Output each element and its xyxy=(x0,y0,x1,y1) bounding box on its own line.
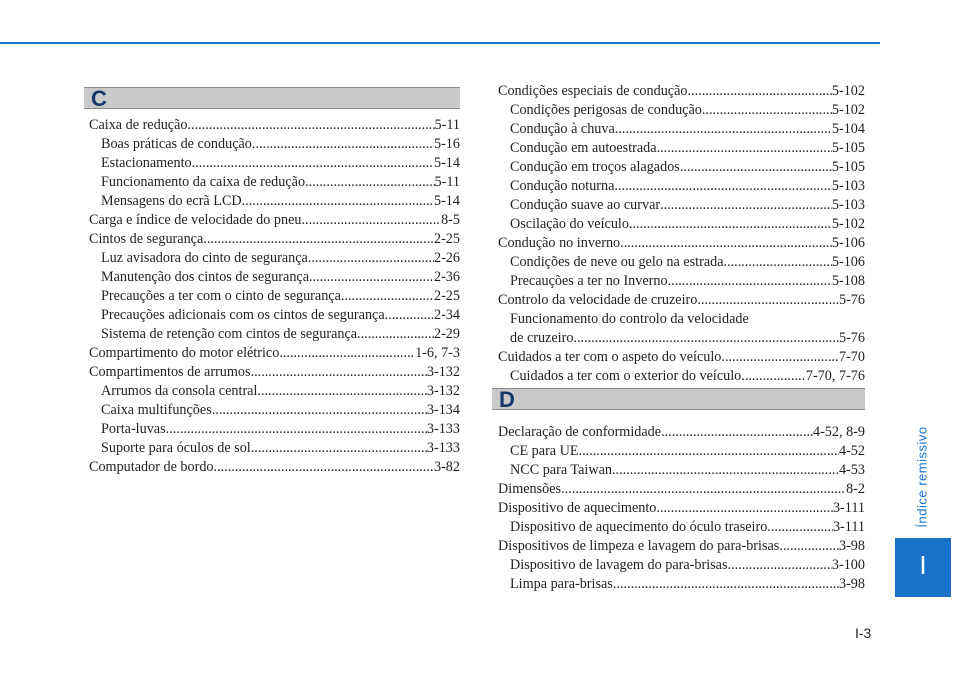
entry-label: Condições perigosas de condução xyxy=(510,102,702,118)
entry-leader-dots xyxy=(579,442,839,461)
entry-label: Condições especiais de condução xyxy=(498,83,688,99)
entry-page-ref: 2-36 xyxy=(433,269,460,285)
entry-leader-dots xyxy=(657,139,832,158)
entry-label: Caixa de redução xyxy=(89,117,188,133)
entry-leader-dots xyxy=(620,234,832,253)
entry-leader-dots xyxy=(660,196,832,215)
entry-label: Controlo da velocidade de cruzeiro xyxy=(498,292,698,308)
entry-label: Mensagens do ecrã LCD xyxy=(101,193,242,209)
entry-leader-dots xyxy=(615,120,832,139)
entry-label: Luz avisadora do cinto de segurança xyxy=(101,250,308,266)
index-entry xyxy=(498,234,865,253)
index-entry xyxy=(498,158,865,177)
entry-label: Condução noturna xyxy=(510,178,615,194)
index-entry xyxy=(498,575,865,594)
entry-page-ref: 5-76 xyxy=(838,292,865,308)
sidebar-tab-letter: I xyxy=(919,550,927,580)
entry-leader-dots xyxy=(702,101,832,120)
entry-page-ref: 1-6, 7-3 xyxy=(415,345,460,361)
entry-page-ref: 5-102 xyxy=(831,216,865,232)
entry-leader-dots xyxy=(257,382,426,401)
index-entry xyxy=(498,499,865,518)
index-entry xyxy=(89,382,460,401)
entry-leader-dots xyxy=(166,420,427,439)
entry-page-ref: 3-82 xyxy=(433,459,460,475)
entry-label: Dimensões xyxy=(498,481,562,497)
index-entry xyxy=(498,291,865,310)
entry-label: Condições de neve ou gelo na estrada xyxy=(510,254,724,270)
entry-page-ref: 5-11 xyxy=(434,174,460,190)
entry-page-ref: 3-111 xyxy=(832,500,865,516)
entry-label: de cruzeiro xyxy=(510,330,574,346)
index-entry xyxy=(89,230,460,249)
index-entry xyxy=(89,306,460,325)
entry-leader-dots xyxy=(251,363,427,382)
index-entry xyxy=(89,325,460,344)
index-entry xyxy=(89,344,460,363)
index-entry xyxy=(498,215,865,234)
section-letter-c: C xyxy=(91,86,107,111)
index-entry xyxy=(498,177,865,196)
entry-leader-dots xyxy=(385,306,434,325)
section-c-continued-entries xyxy=(498,82,865,386)
index-entry xyxy=(498,461,865,480)
entry-leader-dots xyxy=(661,423,813,442)
entry-label: Porta-luvas xyxy=(101,421,166,437)
entry-label: CE para UE xyxy=(510,443,579,459)
index-entry xyxy=(498,537,865,556)
entry-leader-dots xyxy=(341,287,434,306)
entry-label: Suporte para óculos de sol xyxy=(101,440,251,456)
entry-label: Sistema de retenção com cintos de segurança xyxy=(101,326,358,342)
entry-label: Condução à chuva xyxy=(510,121,615,137)
entry-label: Compartimentos de arrumos xyxy=(89,364,251,380)
entry-page-ref: 3-111 xyxy=(832,519,865,535)
index-entry xyxy=(89,116,460,135)
entry-page-ref: 3-98 xyxy=(838,538,865,554)
entry-leader-dots xyxy=(688,82,832,101)
entry-page-ref: 3-134 xyxy=(426,402,460,418)
entry-leader-dots xyxy=(613,575,839,594)
index-entry xyxy=(89,173,460,192)
entry-label: Condução suave ao curvar xyxy=(510,197,661,213)
entry-label: Cintos de segurança xyxy=(89,231,204,247)
entry-label: Oscilação do veículo xyxy=(510,216,629,232)
index-entry xyxy=(498,196,865,215)
entry-leader-dots xyxy=(612,461,839,480)
entry-page-ref: 5-103 xyxy=(831,178,865,194)
section-header-c xyxy=(84,87,460,109)
entry-leader-dots xyxy=(728,556,832,575)
entry-page-ref: 4-52, 8-9 xyxy=(812,424,865,440)
entry-page-ref: 5-105 xyxy=(831,140,865,156)
entry-leader-dots xyxy=(309,268,434,287)
entry-page-ref: 5-16 xyxy=(433,136,460,152)
entry-leader-dots xyxy=(187,116,434,135)
entry-page-ref: 5-14 xyxy=(433,155,460,171)
entry-leader-dots xyxy=(203,230,434,249)
entry-page-ref: 8-2 xyxy=(846,481,865,497)
index-entry xyxy=(89,458,460,477)
index-entry xyxy=(498,329,865,348)
index-entry xyxy=(498,480,865,499)
index-entry xyxy=(498,101,865,120)
entry-label: Arrumos da consola central xyxy=(101,383,258,399)
index-entry xyxy=(89,401,460,420)
entry-label: Funcionamento do controlo da velocidade xyxy=(510,311,749,327)
index-entry xyxy=(498,367,865,386)
entry-label: Boas práticas de condução xyxy=(101,136,252,152)
entry-label: Manutenção dos cintos de segurança xyxy=(101,269,310,285)
entry-leader-dots xyxy=(305,173,434,192)
section-d-entries xyxy=(498,423,865,594)
entry-page-ref: 5-104 xyxy=(831,121,865,137)
entry-label: Computador de bordo xyxy=(89,459,214,475)
index-entry xyxy=(498,120,865,139)
index-entry xyxy=(89,249,460,268)
entry-label: Limpa para-brisas xyxy=(510,576,613,592)
entry-page-ref: 5-11 xyxy=(434,117,460,133)
sidebar-tab xyxy=(895,538,951,597)
entry-page-ref: 5-106 xyxy=(831,235,865,251)
entry-label: NCC para Taiwan xyxy=(510,462,612,478)
entry-page-ref: 2-29 xyxy=(433,326,460,342)
entry-leader-dots xyxy=(680,158,832,177)
entry-label: Dispositivo de aquecimento do óculo traseiro xyxy=(510,519,768,535)
entry-leader-dots xyxy=(301,211,441,230)
entry-page-ref: 2-34 xyxy=(433,307,460,323)
page-number: I-3 xyxy=(855,625,872,641)
entry-page-ref: 4-53 xyxy=(838,462,865,478)
entry-leader-dots xyxy=(252,135,434,154)
entry-label: Precauções a ter com o cinto de segurança xyxy=(101,288,341,304)
entry-label: Condução em autoestrada xyxy=(510,140,657,156)
index-entry xyxy=(89,154,460,173)
sidebar-label: Índice remissivo xyxy=(914,426,930,528)
entry-page-ref: 5-105 xyxy=(831,159,865,175)
entry-page-ref: 7-70 xyxy=(838,349,865,365)
entry-page-ref: 2-25 xyxy=(433,288,460,304)
entry-label: Cuidados a ter com o exterior do veículo xyxy=(510,368,742,384)
index-entry xyxy=(89,439,460,458)
top-rule xyxy=(0,42,880,44)
entry-leader-dots xyxy=(668,272,832,291)
entry-leader-dots xyxy=(279,344,415,363)
entry-label: Declaração de conformidade xyxy=(498,424,662,440)
index-entry xyxy=(498,423,865,442)
entry-leader-dots xyxy=(561,480,846,499)
index-entry xyxy=(89,287,460,306)
entry-page-ref: 3-100 xyxy=(831,557,865,573)
entry-label: Cuidados a ter com o aspeto do veículo xyxy=(498,349,722,365)
section-letter-d: D xyxy=(499,387,515,412)
entry-leader-dots xyxy=(212,401,427,420)
entry-page-ref: 8-5 xyxy=(441,212,460,228)
index-entry xyxy=(498,272,865,291)
entry-label: Funcionamento da caixa de redução xyxy=(101,174,306,190)
index-entry xyxy=(498,442,865,461)
entry-label: Condução em troços alagados xyxy=(510,159,680,175)
entry-label: Caixa multifunções xyxy=(101,402,212,418)
entry-page-ref: 3-132 xyxy=(426,364,460,380)
index-entry xyxy=(89,363,460,382)
index-entry xyxy=(498,139,865,158)
index-entry xyxy=(498,348,865,367)
entry-leader-dots xyxy=(308,249,434,268)
index-entry xyxy=(89,211,460,230)
index-entry xyxy=(498,518,865,537)
entry-page-ref: 5-76 xyxy=(838,330,865,346)
entry-leader-dots xyxy=(697,291,839,310)
entry-leader-dots xyxy=(721,348,839,367)
section-c-entries xyxy=(89,116,460,477)
entry-page-ref: 5-108 xyxy=(831,273,865,289)
entry-leader-dots xyxy=(573,329,839,348)
entry-label: Compartimento do motor elétrico xyxy=(89,345,280,361)
entry-leader-dots xyxy=(357,325,434,344)
entry-label: Estacionamento xyxy=(101,155,192,171)
entry-label: Condução no inverno xyxy=(498,235,621,251)
entry-page-ref: 5-102 xyxy=(831,102,865,118)
entry-leader-dots xyxy=(242,192,434,211)
index-entry xyxy=(498,310,865,329)
entry-page-ref: 5-106 xyxy=(831,254,865,270)
entry-leader-dots xyxy=(656,499,833,518)
entry-leader-dots xyxy=(214,458,434,477)
index-entry xyxy=(89,192,460,211)
entry-page-ref: 3-133 xyxy=(426,440,460,456)
index-entry xyxy=(89,268,460,287)
entry-leader-dots xyxy=(724,253,832,272)
entry-page-ref: 3-98 xyxy=(838,576,865,592)
entry-leader-dots xyxy=(767,518,833,537)
entry-label: Dispositivo de lavagem do para-brisas xyxy=(510,557,728,573)
entry-leader-dots xyxy=(192,154,434,173)
entry-label: Precauções adicionais com os cintos de segurança xyxy=(101,307,385,323)
index-entry xyxy=(498,253,865,272)
index-entry xyxy=(89,420,460,439)
section-header-d xyxy=(492,388,865,410)
entry-leader-dots xyxy=(741,367,806,386)
entry-label: Dispositivo de aquecimento xyxy=(498,500,657,516)
entry-page-ref: 7-70, 7-76 xyxy=(805,368,865,384)
entry-page-ref: 5-103 xyxy=(831,197,865,213)
entry-leader-dots xyxy=(614,177,831,196)
entry-page-ref: 5-14 xyxy=(433,193,460,209)
index-entry xyxy=(89,135,460,154)
entry-page-ref: 4-52 xyxy=(838,443,865,459)
entry-page-ref: 2-26 xyxy=(433,250,460,266)
entry-leader-dots xyxy=(251,439,427,458)
entry-label: Carga e índice de velocidade do pneu xyxy=(89,212,302,228)
entry-page-ref: 2-25 xyxy=(433,231,460,247)
index-entry xyxy=(498,82,865,101)
entry-page-ref: 3-133 xyxy=(426,421,460,437)
index-entry xyxy=(498,556,865,575)
entry-label: Dispositivos de limpeza e lavagem do para-brisas xyxy=(498,538,780,554)
entry-leader-dots xyxy=(779,537,839,556)
entry-page-ref: 3-132 xyxy=(426,383,460,399)
entry-leader-dots xyxy=(629,215,832,234)
entry-page-ref: 5-102 xyxy=(831,83,865,99)
entry-label: Precauções a ter no Inverno xyxy=(510,273,668,289)
